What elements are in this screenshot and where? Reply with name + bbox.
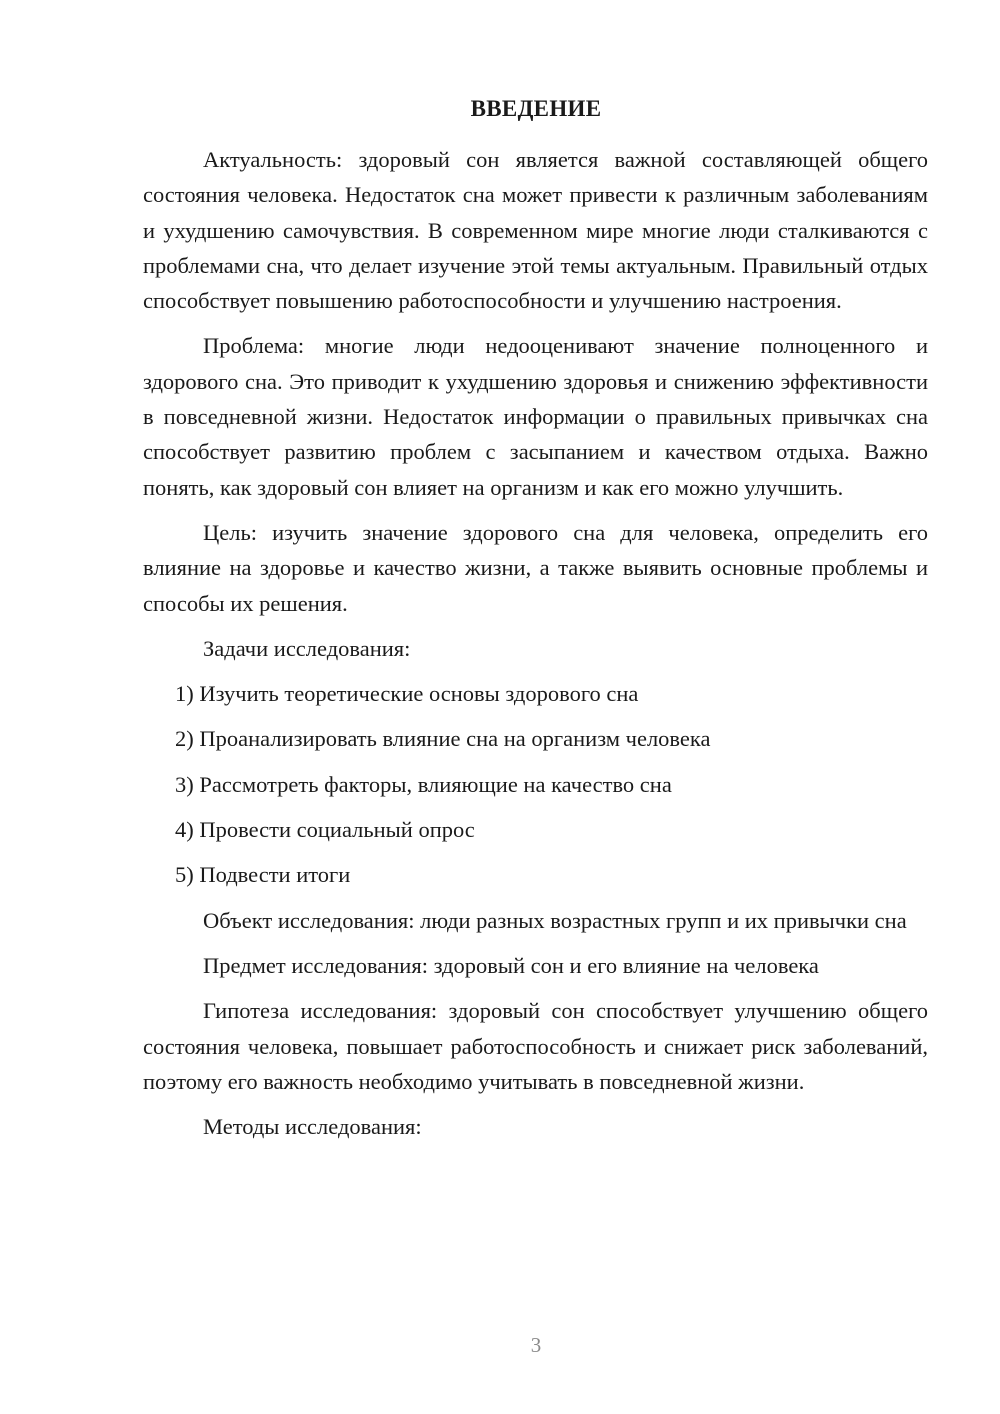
paragraph-gap (143, 1099, 928, 1109)
list-gap (143, 757, 928, 767)
paragraph-subject: Предмет исследования: здоровый сон и его влияние на человека (203, 952, 819, 978)
list-item-task-4: 4) Провести социальный опрос (175, 817, 475, 843)
list-item-task-3: 3) Рассмотреть факторы, влияющие на качество сна (175, 771, 672, 797)
paragraph-gap (143, 621, 928, 631)
paragraph-gap (143, 983, 928, 993)
list-item-task-5: 5) Подвести итоги (175, 862, 351, 888)
list-gap (143, 893, 928, 903)
list-gap (143, 711, 928, 721)
list-gap (143, 666, 928, 676)
paragraph-hypothesis: Гипотеза исследования: здоровый сон способствует улучшению общего состояния человека, повышает работоспособность и снижает риск заболеваний, поэтому его важность необходимо учитывать в повседневной жизни. (143, 998, 928, 1094)
paragraph-relevance: Актуальность: здоровый сон является важной составляющей общего состояния человека. Недостаток сна может привести к различным заболеваниям и ухудшению самочувствия. В современном мире многие люди сталкиваются с проблемами сна, что делает изучение этой темы актуальным. Правильный отдых способствует повышению работоспособности и улучшению настроения. (143, 147, 928, 314)
paragraph-problem: Проблема: многие люди недооценивают значение полноценного и здорового сна. Это приводит к ухудшению здоровья и снижению эффективности в повседневной жизни. Недостаток информации о правильных привычках сна способствует развитию проблем с засыпанием и качеством отдыха. Важно понять, как здоровый сон влияет на организм и как его можно улучшить. (143, 333, 928, 500)
methods-heading: Методы исследования: (203, 1114, 422, 1140)
list-item-task-1: 1) Изучить теоретические основы здорового сна (175, 681, 639, 707)
list-gap (143, 802, 928, 812)
document-body (143, 142, 928, 1144)
paragraph-gap (143, 938, 928, 948)
paragraph-gap (143, 505, 928, 515)
paragraph-gap (143, 318, 928, 328)
list-gap (143, 847, 928, 857)
paragraph-goal: Цель: изучить значение здорового сна для человека, определить его влияние на здоровье и качество жизни, а также выявить основные проблемы и способы их решения. (143, 519, 928, 616)
list-item-task-2: 2) Проанализировать влияние сна на организм человека (175, 726, 711, 752)
tasks-heading: Задачи исследования: (203, 635, 411, 661)
section-title: ВВЕДЕНИЕ (470, 96, 602, 121)
page-number: 3 (530, 1333, 542, 1357)
paragraph-object: Объект исследования: люди разных возрастных групп и их привычки сна (203, 907, 907, 933)
